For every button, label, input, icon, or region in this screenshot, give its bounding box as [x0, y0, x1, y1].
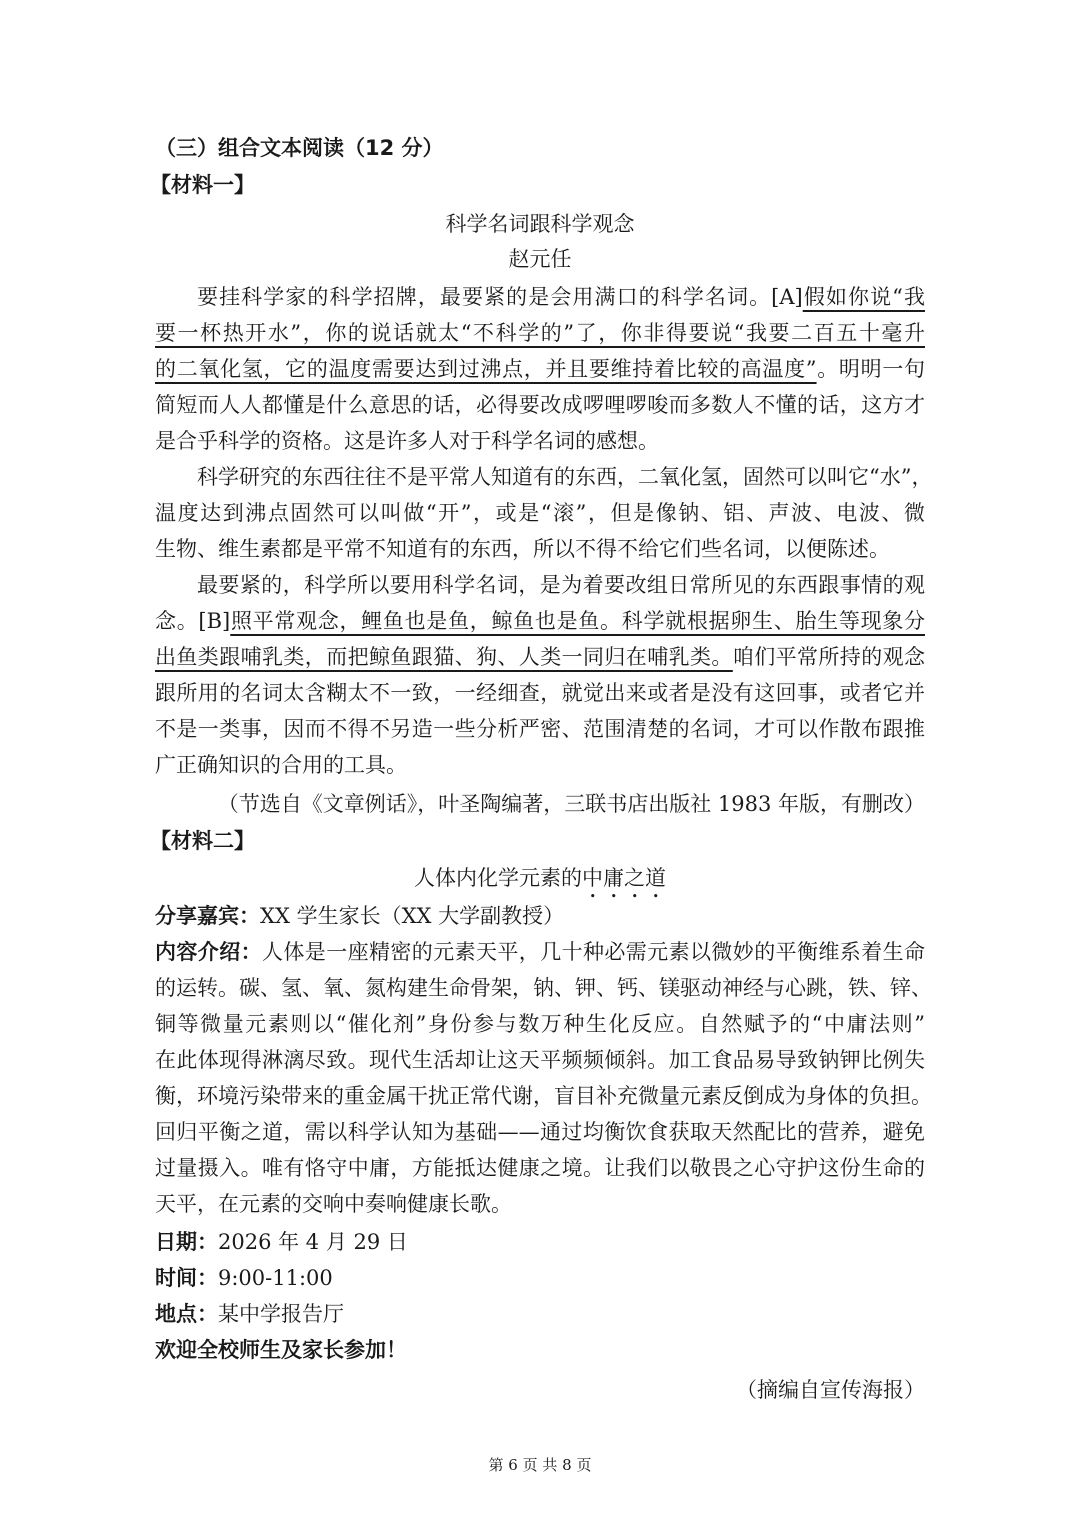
m1-paragraph1-line1: 要挂科学家的科学招牌，最要紧的是会用满口的科学名词。[A]假如你说“我: [197, 285, 925, 309]
m1-paragraph3-line2: 念。[B]照平常观念，鲤鱼也是鱼，鲸鱼也是鱼。科学就根据卵生、胎生等现象分: [155, 609, 925, 633]
m1-paragraph2-line3: 生物、维生素都是平常不知道有的东西，所以不得不给它们些名词，以便陈述。: [155, 537, 890, 561]
welcome-line: 欢迎全校师生及家长参加！: [155, 1338, 407, 1362]
date-line: 日期：2026 年 4 月 29 日: [155, 1230, 408, 1254]
intro-line8: 天平，在元素的交响中奏响健康长歌。: [155, 1192, 512, 1216]
page-footer: 第 6 页 共 8 页: [488, 1456, 592, 1474]
material1-label: 【材料一】: [150, 173, 255, 197]
intro-line3: 铜等微量元素则以“催化剂”身份参与数万种生化反应。自然赋予的“中庸法则”: [155, 1012, 925, 1036]
m1-paragraph3-line4: 跟所用的名词太含糊太不一致，一经细查，就觉出来或者是没有这回事，或者它并: [155, 681, 925, 705]
underline-b-end: 出鱼类跟哺乳类，而把鲸鱼跟猫、狗、人类一同归在哺乳类。: [155, 645, 733, 669]
section-title: （三）组合文本阅读（12 分）: [155, 136, 444, 160]
material1-source: （节选自《文章例话》，叶圣陶编著，三联书店出版社 1983 年版，有删改）: [217, 792, 925, 816]
material2-title: 人体内化学元素的中庸之道: [414, 866, 666, 890]
time-line: 时间：9:00-11:00: [155, 1266, 333, 1290]
emphasis-dots: 中庸之道: [582, 866, 666, 890]
m1-paragraph1-line4: 简短而人人都懂是什么意思的话，必得要改成啰哩啰唆而多数人不懂的话，这方才: [155, 393, 925, 417]
intro-line5: 衡，环境污染带来的重金属干扰正常代谢，盲目补充微量元素反倒成为身体的负担。: [155, 1084, 932, 1108]
material1-author: 赵元任: [508, 247, 572, 271]
m1-paragraph1-line2: 要一杯热开水”，你的说话就太“不科学的”了，你非得要说“我要二百五十毫升: [155, 321, 925, 345]
m1-paragraph3-line3: 出鱼类跟哺乳类，而把鲸鱼跟猫、狗、人类一同归在哺乳类。咱们平常所持的观念: [155, 645, 926, 669]
material1-title: 科学名词跟科学观念: [445, 212, 635, 236]
intro-line2: 的运转。碳、氢、氧、氮构建生命骨架，钠、钾、钙、镁驱动神经与心跳，铁、锌、: [155, 976, 932, 1000]
intro-line4: 在此体现得淋漓尽致。现代生活却让这天平频频倾斜。加工食品易导致钠钾比例失: [155, 1048, 925, 1072]
guest-line: 分享嘉宾：XX 学生家长（XX 大学副教授）: [155, 904, 565, 928]
m1-paragraph3-line6: 广正确知识的合用的工具。: [155, 753, 407, 777]
m1-paragraph2-line1: 科学研究的东西往往不是平常人知道有的东西，二氧化氢，固然可以叫它“水”，: [197, 465, 933, 489]
place-line: 地点：某中学报告厅: [155, 1302, 344, 1326]
m1-paragraph1-line3: 的二氧化氢，它的温度需要达到过沸点，并且要维持着比较的高温度”。明明一句: [155, 357, 926, 381]
intro-line1: 内容介绍：人体是一座精密的元素天平，几十种必需元素以微妙的平衡维系着生命: [155, 940, 925, 964]
m1-paragraph2-line2: 温度达到沸点固然可以叫做“开”，或是“滚”，但是像钠、铝、声波、电波、微: [155, 501, 925, 525]
m1-paragraph1-line5: 是合乎科学的资格。这是许多人对于科学名词的感想。: [155, 429, 659, 453]
underline-a: 假如你说“我: [802, 285, 925, 309]
m1-paragraph3-line5: 不是一类事，因而不得不另造一些分析严密、范围清楚的名词，才可以作散布跟推: [155, 717, 925, 741]
material2-label: 【材料二】: [150, 829, 255, 853]
material2-source: （摘编自宣传海报）: [736, 1378, 925, 1402]
intro-line6: 回归平衡之道，需以科学认知为基础——通过均衡饮食获取天然配比的营养，避免: [155, 1120, 925, 1144]
underline-a-end: 的二氧化氢，它的温度需要达到过沸点，并且要维持着比较的高温度”: [155, 357, 817, 381]
intro-line7: 过量摄入。唯有恪守中庸，方能抵达健康之境。让我们以敬畏之心守护这份生命的: [155, 1156, 925, 1180]
underline-b: 照平常观念，鲤鱼也是鱼，鲸鱼也是鱼。科学就根据卵生、胎生等现象分: [230, 609, 925, 633]
m1-paragraph3-line1: 最要紧的，科学所以要用科学名词，是为着要改组日常所见的东西跟事情的观: [197, 573, 925, 597]
